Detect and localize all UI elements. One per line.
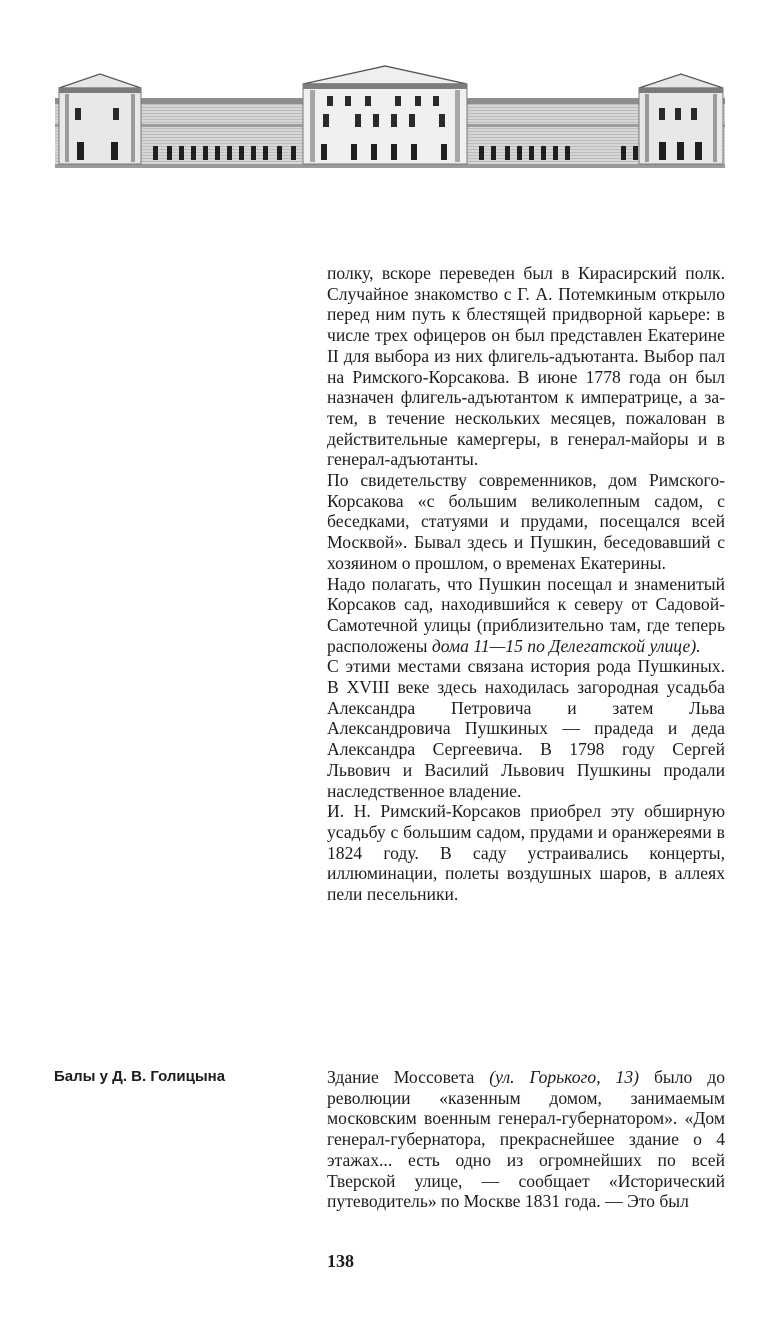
text-run: Здание Моссовета <box>327 1067 490 1087</box>
paragraph <box>327 574 725 657</box>
section-sidenote: Балы у Д. В. Голицына <box>54 1068 226 1085</box>
text-run: Надо полагать, что Пушкин посещал и знаменитый Корсаков сад, находившийся к северу от Садовой-Самотечной улицы (приблизительно там, где теперь расположены <box>327 573 725 656</box>
page-number: 138 <box>327 1251 354 1271</box>
main-text-column <box>327 263 725 905</box>
paragraph <box>327 1067 725 1212</box>
paragraph: С этими местами связана история рода Пушкиных. В XVIII веке здесь находилась загородная усадьба Александра Петровича и затем Льва Александровича Пушкиных — прадеда и деда Александра Сергеевича. В 1798 году Сергей Львович и Василий Львович Пушкины продали наследственное владение. <box>327 656 725 801</box>
section-text-column <box>327 1067 725 1212</box>
paragraph: полку, вскоре переведен был в Кирасирский полк. Случайное знакомство с Г. А. Потемкиным открыло перед ним путь к блестящей придворной карьере: в числе трех офицеров он был представлен Екатерине II для выбора из них флигель-адъютанта. Выбор пал на Римского-Корсакова. В июне 1778 года он был назначен флигель-адъютантом к императрице, а затем, в течение нескольких месяцев, пожалован в действительные камергеры, в генерал-майоры и в генерал-адъютанты. <box>327 263 725 470</box>
text-run: было до революции «казенным домом, занимаемым московским военным генерал-губернатором». «Дом генерал-губернатора, прекраснейшее здание о 4 этажах... есть одно из огромнейших по всей Тверской улице, — сообщает «Исторический путеводитель» по Москве 1831 года. — Это был <box>327 1067 725 1212</box>
paragraph: По свидетельству современников, дом Римского-Корсакова «с большим великолепным садом, с беседками, статуями и прудами, посещался всей Москвой». Бывал здесь и Пушкин, беседовавший с хозяином о прошлом, о временах Екатерины. <box>327 470 725 573</box>
paragraph: И. Н. Римский-Корсаков приобрел эту обширную усадьбу с большим садом, прудами и оранжереями в 1824 году. В саду устраивались концерты, иллюминации, полеты воздушных шаров, в аллеях пели песельники. <box>327 801 725 905</box>
manor-building-illustration <box>55 62 725 174</box>
address-italic: (ул. Горького, 13) <box>489 1067 639 1087</box>
address-italic: дома 11—15 по Делегатской улице). <box>431 635 701 656</box>
